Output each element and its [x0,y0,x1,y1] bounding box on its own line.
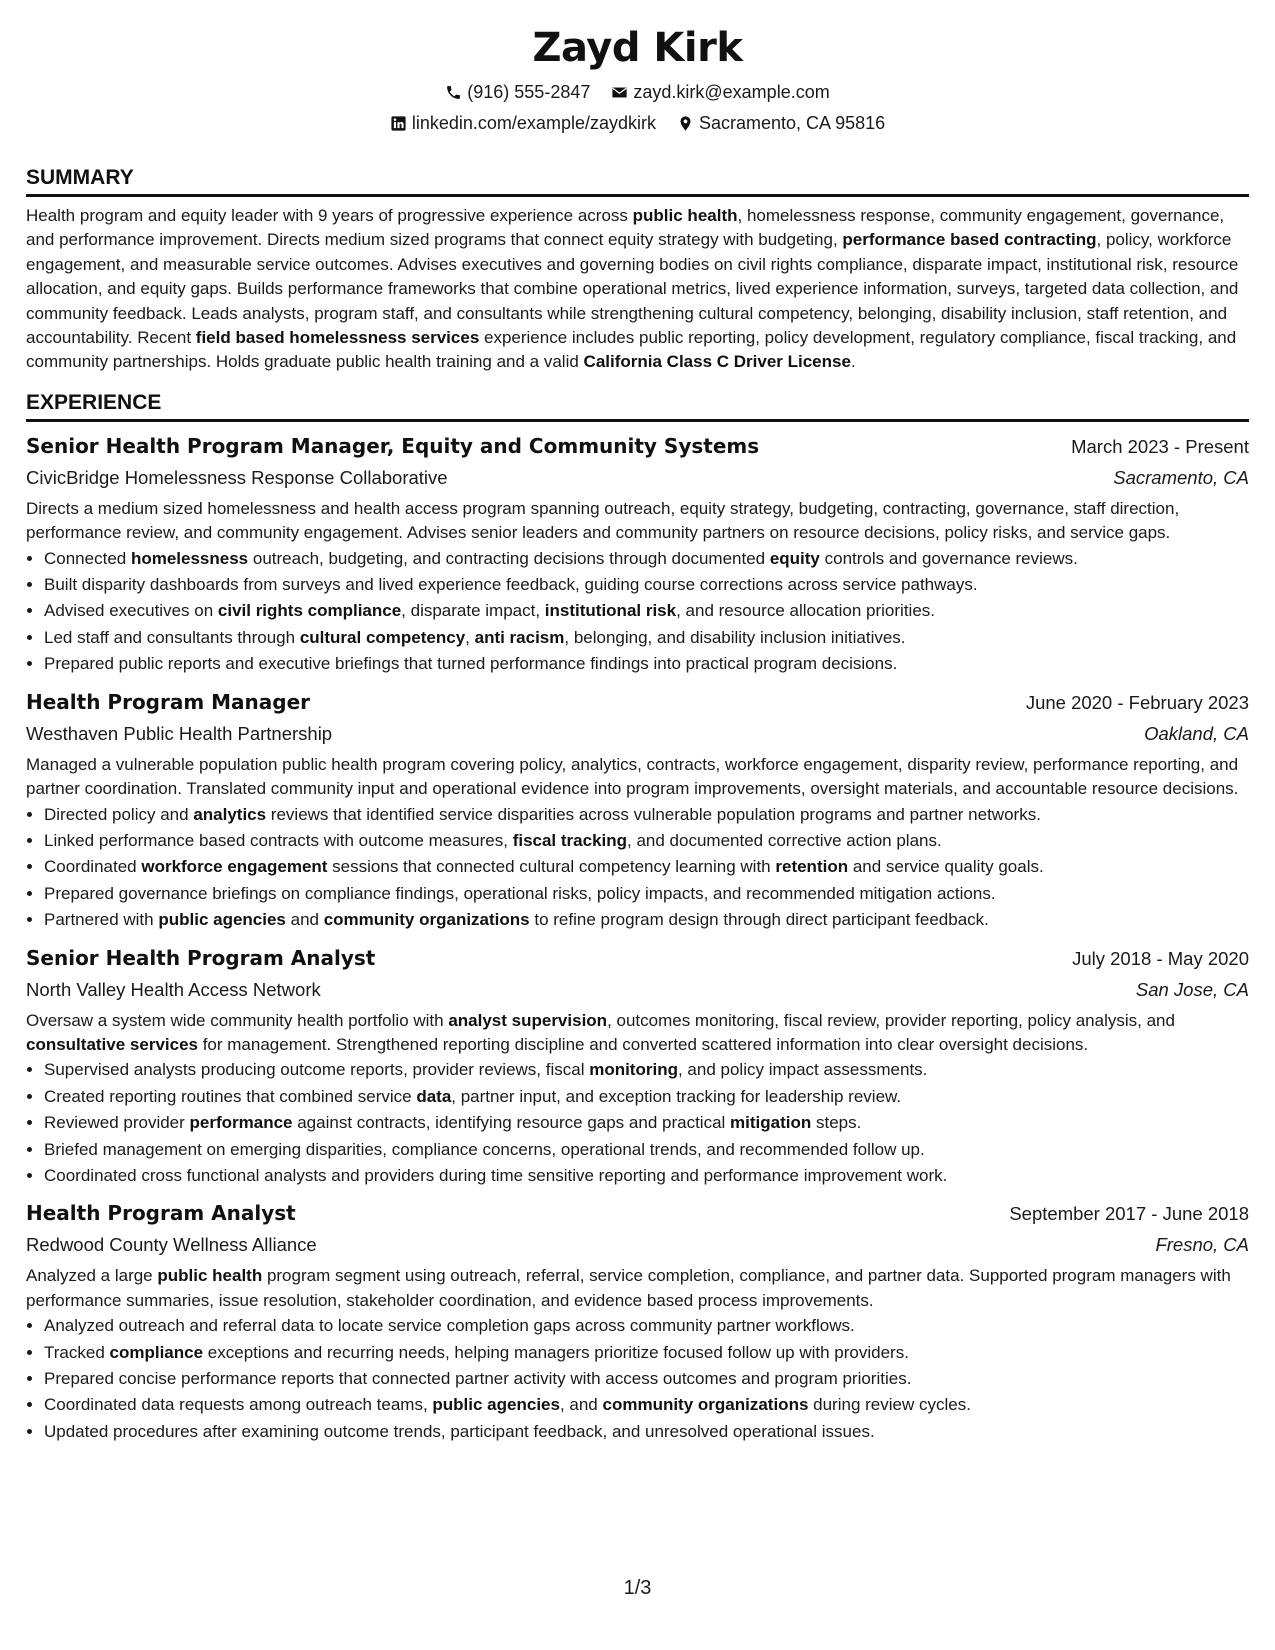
bold-text: workforce engagement [141,857,328,877]
job-company: Redwood County Wellness Alliance [26,1234,317,1256]
text-segment: program segment using outreach, referral, service completion, compliance, and partner data. Supported program managers with performance summaries, issue resolution, stakeholder coordination, and evidence based process improvements. [26,1266,1231,1310]
text-segment: , belonging, and disability inclusion initiatives. [564,627,906,647]
summary-section-title: SUMMARY [26,164,1249,197]
text-segment: Prepared concise performance reports that connected partner activity with access outcomes and program priorities. [44,1369,912,1388]
contact-row-1 [26,76,1249,107]
text-segment: , and [559,1395,603,1415]
job-location: Sacramento, CA [1113,466,1249,488]
phone-icon [445,84,462,101]
job-company: North Valley Health Access Network [26,978,321,1000]
bold-text: public health [157,1266,263,1286]
job-dates: September 2017 - June 2018 [1009,1203,1249,1225]
text-segment: , homelessness response, community engagement, governance, and performance improvement. Directs medium sized programs that connect equity strategy with budgeting, [26,206,1225,250]
bullet-item [44,1057,1249,1083]
text-segment: exceptions and recurring needs, helping managers prioritize focused follow up with providers. [203,1342,909,1362]
job-dates: June 2020 - February 2023 [1025,691,1249,713]
job-description [26,1009,1249,1058]
bold-text: analytics [193,804,267,824]
job-subheader [26,462,1249,493]
bold-text: cultural competency [299,627,466,647]
bold-text: compliance [109,1342,204,1362]
bold-text: anti racism [474,627,565,647]
bold-text: public agencies [432,1395,560,1415]
candidate-name: Zayd Kirk [532,25,743,71]
bullet-item [44,651,1249,677]
text-segment: Connected [44,548,131,568]
bullet-item [44,1137,1249,1163]
text-segment: Analyzed outreach and referral data to locate service completion gaps across community partner workflows. [44,1316,855,1336]
bold-text: retention [775,857,849,877]
bullet-item [44,881,1249,907]
bold-text: monitoring [589,1060,678,1080]
summary-paragraph [26,204,1249,375]
bullet-item [44,1419,1249,1445]
experience-section-title: EXPERIENCE [26,389,1249,422]
job-subheader [26,974,1249,1005]
text-segment: against contracts, identifying resource gaps and practical [292,1113,731,1133]
bullet-item [44,854,1249,880]
linkedin-icon [390,115,407,132]
phone-contact [445,76,590,108]
text-segment: Coordinated [44,857,142,877]
text-segment: Managed a vulnerable population public health program covering policy, analytics, contracts, workforce engagement, disparity review, performance reporting, and partner coordination. Translated community input and operational evidence into program improvements, oversight materials, and accountable resource decisions. [26,754,1239,799]
text-segment: Advised executives on [44,601,218,621]
linkedin-contact[interactable] [390,107,656,139]
bullet-item [44,802,1249,828]
job-entry [26,1198,1249,1445]
job-title: Health Program Manager [26,689,311,714]
text-segment: Updated procedures after examining outcome trends, participant feedback, and unresolved operational issues. [44,1421,875,1441]
text-segment: Oversaw a system wide community health portfolio with [26,1010,449,1030]
text-segment: Briefed management on emerging disparities, compliance concerns, operational trends, and recommended follow up. [44,1139,925,1159]
job-header [26,687,1249,718]
text-segment: . [850,352,856,372]
text-segment: , and documented corrective action plans. [627,830,942,850]
bullet-item [44,572,1249,598]
bold-text: homelessness [130,548,249,568]
bullet-item [44,598,1249,624]
bold-text: mitigation [730,1113,812,1133]
text-segment: during review cycles. [808,1395,971,1415]
text-segment: Coordinated cross functional analysts and providers during time sensitive reporting and performance improvement work. [44,1165,948,1185]
text-segment: Coordinated data requests among outreach teams, [44,1395,433,1415]
job-description [26,497,1249,546]
bullet-item [44,907,1249,933]
bullet-item [44,1163,1249,1189]
bold-text: community organizations [323,910,530,930]
bold-text: data [416,1086,452,1106]
text-segment: , disparate impact, [401,601,545,621]
email-address[interactable]: zayd.kirk@example.com [633,82,830,102]
text-segment: Analyzed a large [26,1266,158,1286]
bold-text: community organizations [602,1395,809,1415]
text-segment: Reviewed provider [44,1113,190,1133]
bullet-item [44,1084,1249,1110]
job-bullets [26,1057,1249,1189]
job-header [26,431,1249,462]
text-segment: Directed policy and [44,804,194,824]
bold-text: analyst supervision [448,1010,608,1030]
phone-number: (916) 555-2847 [467,82,591,102]
job-title: Senior Health Program Manager, Equity and Community Systems [26,433,760,458]
bullet-item [44,1340,1249,1366]
text-segment: , and resource allocation priorities. [676,601,936,621]
text-segment: Led staff and consultants through [44,627,300,647]
job-location: Fresno, CA [1155,1234,1249,1256]
text-segment: experience includes public reporting, policy development, regulatory compliance, fiscal tracking, and community partnerships. Holds graduate public health training and a valid [26,328,1237,372]
text-segment: for management. Strengthened reporting discipline and converted scattered information into clear oversight decisions. [197,1034,1089,1054]
bullet-item [44,1392,1249,1418]
job-company: Westhaven Public Health Partnership [26,722,333,744]
text-segment: , [465,627,475,647]
job-description [26,1264,1249,1313]
contact-row-2 [26,107,1249,138]
bold-text: fiscal tracking [512,830,628,850]
email-contact[interactable] [611,76,829,108]
text-segment: Prepared public reports and executive briefings that turned performance findings into practical program decisions. [44,654,898,674]
text-segment: , partner input, and exception tracking for leadership review. [451,1086,902,1106]
text-segment: Created reporting routines that combined service [44,1086,417,1106]
job-dates: July 2018 - May 2020 [1072,947,1249,969]
job-description [26,753,1249,802]
text-segment: Prepared governance briefings on compliance findings, operational risks, policy impacts, and recommended mitigation actions. [44,883,996,903]
job-location: Oakland, CA [1144,722,1249,744]
text-segment: outreach, budgeting, and contracting decisions through documented [248,548,770,568]
text-segment: , outcomes monitoring, fiscal review, provider reporting, policy analysis, and [607,1010,1175,1030]
job-title: Health Program Analyst [26,1201,296,1226]
bold-text: public agencies [158,910,286,930]
job-header [26,1198,1249,1229]
text-segment: , policy, workforce engagement, and measurable service outcomes. Advises executives and governing bodies on civil rights compliance, disparate impact, institutional risk, resource allocation, and equity gaps. Builds performance frameworks that combine operational metrics, lived experience information, surveys, targeted data collection, and community feedback. Leads analysts, program staff, and consultants while strengthening cultural competency, belonging, disability inclusion, staff retention, and accountability. Recent [26,230,1239,348]
bullet-item [44,1366,1249,1392]
job-subheader [26,1229,1249,1260]
bullet-item [44,546,1249,572]
text-segment: to refine program design through direct participant feedback. [529,910,989,930]
text-segment: Built disparity dashboards from surveys and lived experience feedback, guiding course corrections across service pathways. [44,575,978,595]
job-title: Senior Health Program Analyst [26,945,376,970]
job-entry [26,431,1249,678]
location-text: Sacramento, CA 95816 [699,113,886,133]
text-segment: Linked performance based contracts with outcome measures, [44,830,513,850]
job-header [26,943,1249,974]
text-segment: , and policy impact assessments. [677,1060,928,1080]
job-location: San Jose, CA [1135,978,1249,1000]
text-segment: and service quality goals. [848,857,1044,877]
experience-list [26,431,1249,1445]
map-pin-icon [677,115,694,132]
job-subheader [26,718,1249,749]
linkedin-url[interactable]: linkedin.com/example/zaydkirk [411,113,656,133]
resume-page [26,18,1249,1445]
text-segment: Supervised analysts producing outcome reports, provider reviews, fiscal [44,1060,590,1080]
text-segment: controls and governance reviews. [819,548,1078,568]
bold-text: consultative services [26,1034,198,1054]
job-bullets [26,546,1249,678]
bullet-item [44,828,1249,854]
job-bullets [26,1313,1249,1445]
bullet-item [44,625,1249,651]
text-segment: Health program and equity leader with 9 years of progressive experience across [26,206,633,225]
bold-text: public health [632,206,738,225]
bold-text: performance based contracting [842,230,1097,250]
job-bullets [26,802,1249,934]
text-segment: Directs a medium sized homelessness and health access program spanning outreach, equity strategy, budgeting, contracting, governance, staff direction, performance review, and community engagement. Advises senior leaders and community partners on resource decisions, policy risks, and service gaps. [26,498,1180,543]
bold-text: field based homelessness services [195,328,480,348]
job-dates: March 2023 - Present [1071,435,1249,457]
text-segment: Partnered with [44,910,159,930]
text-segment: Tracked [44,1342,110,1362]
text-segment: reviews that identified service disparities across vulnerable population programs and partner networks. [266,804,1041,824]
bold-text: equity [769,548,820,568]
bold-text: California Class C Driver License [583,352,851,372]
job-entry [26,687,1249,934]
envelope-icon [611,84,628,101]
bullet-item [44,1110,1249,1136]
text-segment: steps. [811,1113,862,1133]
job-company: CivicBridge Homelessness Response Collaborative [26,466,448,488]
text-segment: and [285,910,324,930]
job-entry [26,943,1249,1190]
bold-text: institutional risk [544,601,677,621]
text-segment: sessions that connected cultural competency learning with [327,857,776,877]
page-indicator: 1/3 [623,1577,652,1599]
bold-text: civil rights compliance [217,601,402,621]
bullet-item [44,1313,1249,1339]
bold-text: performance [189,1113,293,1133]
location-contact [677,107,885,139]
